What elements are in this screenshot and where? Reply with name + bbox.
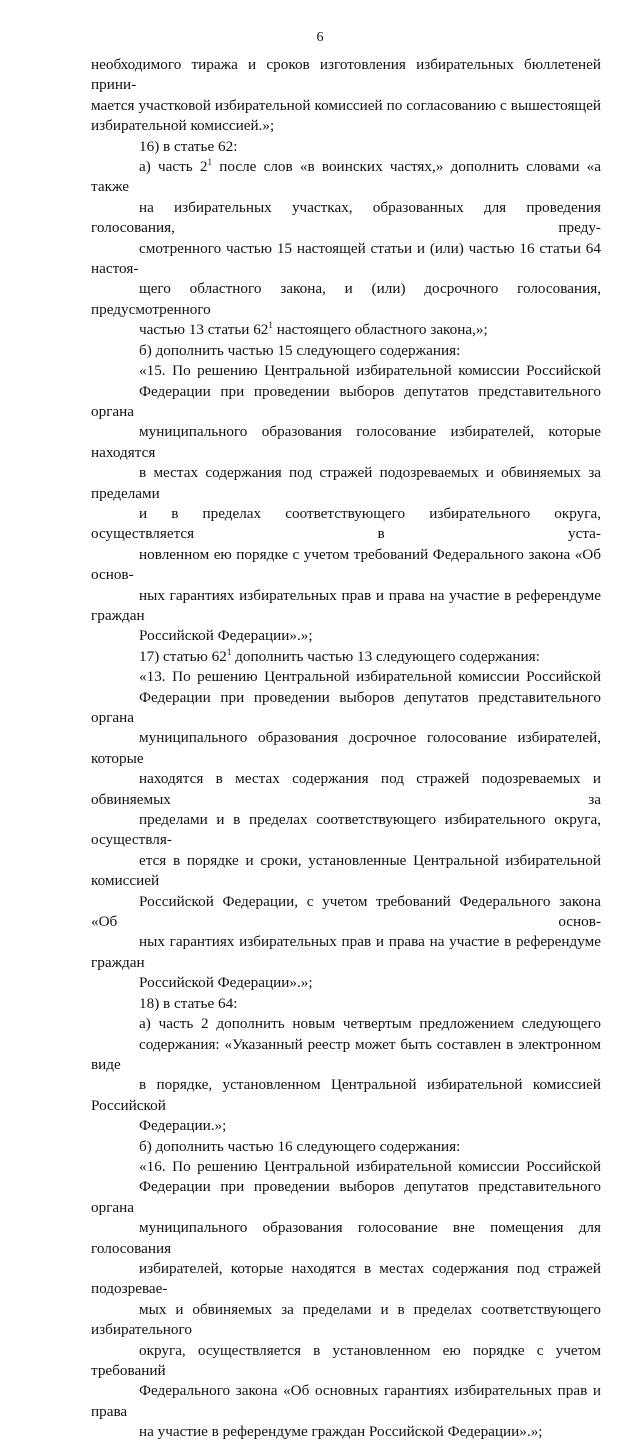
text-line — [91, 932, 601, 973]
text-line — [91, 279, 601, 320]
text-line — [91, 382, 601, 423]
text-segment: округа, осуществляется в установленном ею порядке с учетом требований — [91, 1341, 601, 1379]
text-line — [91, 55, 601, 96]
text-segment: частью 13 статьи 62 — [139, 321, 269, 339]
text-segment: Федерального закона «Об основных гарантиях избирательных прав и права — [91, 1382, 601, 1420]
text-segment: б) дополнить частью 16 следующего содержания: — [139, 1137, 461, 1155]
text-line — [91, 137, 601, 157]
text-segment: дополнить частью 13 следующего содержания: — [231, 647, 540, 665]
text-segment: 18) в статье 64: — [139, 994, 238, 1012]
text-line — [91, 1300, 601, 1341]
text-line — [91, 851, 601, 892]
text-segment: и в пределах соответствующего избирательного округа, осуществляется в уста- — [91, 504, 601, 543]
text-segment: щего областного закона, и (или) досрочного голосования, предусмотренного — [91, 280, 601, 318]
text-line — [91, 1116, 601, 1136]
paragraph-p1 — [91, 55, 601, 137]
text-segment: б) дополнить частью 15 следующего содержания: — [139, 341, 461, 359]
superscript: 1 — [207, 157, 213, 168]
text-line — [91, 361, 601, 381]
text-segment: Российской Федерации».»; — [139, 974, 313, 992]
text-segment: Федерации при проведении выборов депутатов представительного органа — [91, 1178, 601, 1216]
paragraph-p6 — [91, 647, 601, 667]
text-line — [91, 320, 601, 340]
text-line — [91, 1381, 601, 1422]
text-segment: избирателей, которые находятся в местах содержания под стражей подозревае- — [91, 1259, 601, 1298]
text-segment: мых и обвиняемых за пределами и в пределах соответствующего избирательного — [91, 1300, 601, 1339]
text-segment: ных гарантиях избирательных прав и права на участие в референдуме граждан — [91, 933, 601, 971]
text-line — [91, 504, 601, 545]
text-line — [91, 688, 601, 729]
text-segment: Федерации.»; — [139, 1117, 227, 1135]
paragraph-p4 — [91, 341, 601, 361]
paragraph-p11 — [91, 1157, 601, 1443]
text-line — [91, 422, 601, 463]
text-line — [91, 157, 601, 198]
text-segment: пределами и в пределах соответствующего избирательного округа, осуществля- — [91, 811, 601, 849]
text-segment: мается участковой избирательной комиссией по согласованию с вышестоящей — [91, 96, 601, 114]
text-segment: Федерации при проведении выборов депутатов представительного органа — [91, 382, 601, 420]
text-segment: новленном ею порядке с учетом требований Федерального закона «Об основ- — [91, 545, 601, 584]
text-segment: на избирательных участках, образованных для проведения голосования, преду- — [91, 198, 601, 237]
text-segment: 16) в статье 62: — [139, 137, 238, 155]
superscript: 1 — [268, 320, 273, 331]
text-line — [91, 1075, 601, 1116]
text-line — [91, 545, 601, 586]
text-segment: в местах содержания под стражей подозреваемых и обвиняемых за пределами — [91, 464, 601, 502]
text-segment: «13. По решению Центральной избирательной комиссии Российской — [139, 668, 601, 686]
text-line — [91, 239, 601, 280]
text-segment: в порядке, установленном Центральной избирательной комиссией Российской — [91, 1076, 601, 1114]
text-line — [91, 463, 601, 504]
text-segment: настоящего областного закона,»; — [272, 321, 488, 339]
paragraph-p5 — [91, 361, 601, 647]
text-segment: содержания: «Указанный реестр может быть составлен в электронном виде — [91, 1035, 601, 1073]
text-line — [91, 647, 601, 667]
text-segment: находятся в местах содержания под стражей подозреваемых и обвиняемых за — [91, 770, 601, 808]
text-line — [91, 1014, 601, 1034]
text-line — [91, 1422, 601, 1442]
text-segment: а) часть 2 дополнить новым четвертым предложением следующего — [139, 1015, 601, 1033]
text-line — [91, 1341, 601, 1382]
text-line — [91, 198, 601, 239]
text-segment: 17) статью 62 — [139, 647, 227, 665]
text-segment: на участие в референдуме граждан Российской Федерации».»; — [139, 1423, 543, 1441]
text-segment: Федерации при проведении выборов депутатов представительного органа — [91, 688, 601, 726]
text-line — [91, 810, 601, 851]
text-line — [91, 667, 601, 687]
text-line — [91, 728, 601, 769]
text-line — [91, 1137, 601, 1157]
paragraph-p8 — [91, 994, 601, 1014]
document-body — [91, 55, 601, 1443]
text-line — [91, 1259, 601, 1300]
text-line — [91, 769, 601, 810]
text-segment: необходимого тиража и сроков изготовления избирательных бюллетеней прини- — [91, 56, 601, 94]
text-line — [91, 1177, 601, 1218]
text-line — [91, 96, 601, 116]
paragraph-p2 — [91, 137, 601, 157]
text-segment: «15. По решению Центральной избирательной комиссии Российской — [139, 362, 601, 380]
text-line — [91, 626, 601, 646]
text-segment: муниципального образования голосование избирателей, которые находятся — [91, 423, 601, 461]
text-line — [91, 1035, 601, 1076]
text-segment: Российской Федерации».»; — [139, 627, 313, 645]
text-segment: ных гарантиях избирательных прав и права на участие в референдуме граждан — [91, 586, 601, 624]
text-segment: смотренного частью 15 настоящей статьи и (или) частью 16 статьи 64 настоя- — [91, 239, 601, 278]
text-line — [91, 892, 601, 933]
text-segment: Российской Федерации, с учетом требований Федерального закона «Об основ- — [91, 892, 601, 931]
paragraph-p3 — [91, 157, 601, 341]
text-segment: а) часть 2 — [139, 158, 208, 176]
text-line — [91, 341, 601, 361]
text-line — [91, 1157, 601, 1177]
text-line — [91, 973, 601, 993]
superscript: 1 — [226, 646, 232, 657]
text-segment: после слов «в воинских частях,» дополнить словами «а также — [91, 158, 601, 196]
text-segment: муниципального образования голосование вне помещения для голосования — [91, 1219, 601, 1257]
paragraph-p7 — [91, 667, 601, 994]
paragraph-p9 — [91, 1014, 601, 1136]
text-segment: «16. По решению Центральной избирательной комиссии Российской — [139, 1157, 601, 1175]
text-line — [91, 1218, 601, 1259]
text-line — [91, 116, 601, 136]
text-line — [91, 994, 601, 1014]
paragraph-p10 — [91, 1137, 601, 1157]
text-segment: избирательной комиссией.»; — [91, 117, 275, 135]
page-number: 6 — [316, 30, 324, 45]
text-line — [91, 586, 601, 627]
text-segment: ется в порядке и сроки, установленные Центральной избирательной комиссией — [91, 851, 601, 890]
text-segment: муниципального образования досрочное голосование избирателей, которые — [91, 729, 601, 767]
